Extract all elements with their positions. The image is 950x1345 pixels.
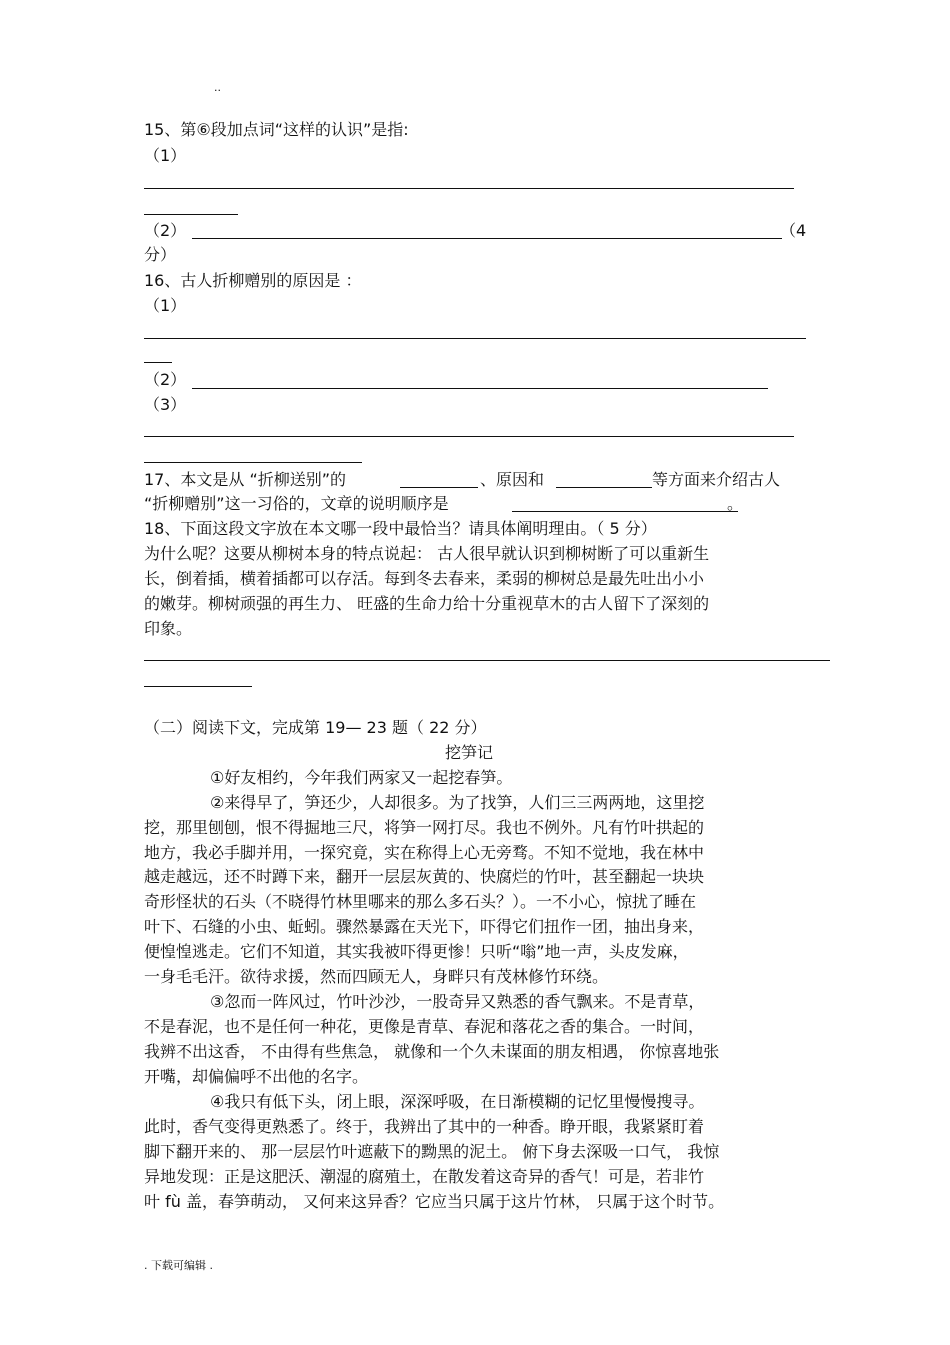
article-line: 叶下、石缝的小虫、蚯蚓。骤然暴露在天光下，吓得它们扭作一团，抽出身来， [144, 917, 705, 936]
q17-blank-3[interactable] [512, 511, 738, 512]
q16-item3-label: （3） [144, 395, 187, 414]
article-line: ④我只有低下头，闭上眼，深深呼吸，在日渐模糊的记忆里慢慢搜寻。 [210, 1092, 705, 1111]
q16-answer-line-1b[interactable] [144, 362, 172, 363]
q15-answer-line-1b[interactable] [144, 214, 238, 215]
article-line: 地方，我必手脚并用，一探究竟，实在称得上心无旁骛。不知不觉地，我在林中 [144, 843, 705, 862]
q18-passage-line: 的嫩芽。柳树顽强的再生力、 旺盛的生命力给十分重视草木的古人留下了深刻的 [144, 594, 710, 613]
article-line: 叶 fù 盖，春笋萌动， 又何来这异香？它应当只属于这片竹林， 只属于这个时节。 [144, 1192, 725, 1211]
q18-answer-line-b[interactable] [144, 686, 252, 687]
q18-answer-line-a[interactable] [144, 660, 830, 661]
q16-item1-label: （1） [144, 296, 187, 315]
article-line: ②来得早了，笋还少，人却很多。为了找笋，人们三三两两地，这里挖 [210, 793, 705, 812]
q15-answer-line-1a[interactable] [144, 188, 794, 189]
article-line: 我辨不出这香， 不由得有些焦急， 就像和一个久未谋面的朋友相遇， 你惊喜地张 [144, 1042, 720, 1061]
q18-question: 18、下面这段文字放在本文哪一段中最恰当？请具体阐明理由。（ 5 分） [144, 519, 657, 538]
q15-question: 15、第⑥段加点词“这样的认识”是指: [144, 120, 409, 139]
article-line: 奇形怪状的石头（不晓得竹林里哪来的那么多石头？）。一不小心，惊扰了睡在 [144, 892, 697, 911]
q16-answer-line-1a[interactable] [144, 338, 806, 339]
q15-item1-label: （1） [144, 146, 187, 165]
q17-blank-2[interactable] [556, 487, 652, 488]
article-line: 此时，香气变得更熟悉了。终于，我辨出了其中的一种香。睁开眼，我紧紧盯着 [144, 1117, 705, 1136]
q17-part1: 17、本文是从 “折柳送别”的 [144, 470, 347, 489]
q18-passage-line: 长，倒着插，横着插都可以存活。每到冬去春来，柔弱的柳树总是最先吐出小小 [144, 569, 705, 588]
q16-answer-line-2[interactable] [192, 388, 768, 389]
q15-points-a: （4 [780, 221, 807, 240]
q15-answer-line-2[interactable] [192, 238, 782, 239]
q18-passage-line: 印象。 [144, 619, 193, 638]
q17-part3: 等方面来介绍古人 [652, 470, 781, 489]
q16-item2-label: （2） [144, 370, 187, 389]
q16-answer-line-3b[interactable] [144, 462, 362, 463]
article-line: ①好友相约，今年我们两家又一起挖春笋。 [210, 768, 513, 787]
article-line: 便惶惶逃走。它们不知道，其实我被吓得更惨！只听“嗡”地一声，头皮发麻， [144, 942, 689, 961]
article-line: 异地发现：正是这肥沃、潮湿的腐殖土，在散发着这奇异的香气！可是，若非竹 [144, 1167, 705, 1186]
article-line: 脚下翻开来的、 那一层层竹叶遮蔽下的黝黑的泥土。 俯下身去深吸一口气， 我惊 [144, 1142, 720, 1161]
article-line: 越走越远，还不时蹲下来，翻开一层层灰黄的、快腐烂的竹叶，甚至翻起一块块 [144, 867, 705, 886]
article-line: 不是春泥，也不是任何一种花，更像是青草、春泥和落花之香的集合。一时间， [144, 1017, 705, 1036]
q16-question: 16、古人折柳赠别的原因是 ： [144, 271, 362, 290]
q17-line2: “折柳赠别”这一习俗的，文章的说明顺序是 [144, 494, 449, 513]
q17-blank-1[interactable] [400, 487, 478, 488]
q15-points-b: 分） [144, 245, 177, 264]
article-title: 挖笋记 [445, 743, 494, 762]
footer-note: . 下载可编辑 . [144, 1259, 213, 1272]
header-mark: .. [214, 81, 221, 94]
article-line: ③忽而一阵风过，竹叶沙沙，一股奇异又熟悉的香气飘来。不是青草， [210, 992, 705, 1011]
q15-item2-label: （2） [144, 221, 187, 240]
q16-answer-line-3a[interactable] [144, 436, 794, 437]
article-line: 挖，那里刨刨，恨不得掘地三尺，将笋一网打尽。我也不例外。凡有竹叶拱起的 [144, 818, 705, 837]
q17-end: 。 [727, 494, 744, 513]
section2-heading: （二）阅读下文，完成第 19— 23 题（ 22 分） [144, 718, 487, 737]
q17-part2: 、原因和 [480, 470, 545, 489]
q18-passage-line: 为什么呢？这要从柳树本身的特点说起： 古人很早就认识到柳树断了可以重新生 [144, 544, 710, 563]
article-line: 一身毛毛汗。欲待求援，然而四顾无人，身畔只有茂林修竹环绕。 [144, 967, 609, 986]
article-line: 开嘴，却偏偏呼不出他的名字。 [144, 1067, 369, 1086]
